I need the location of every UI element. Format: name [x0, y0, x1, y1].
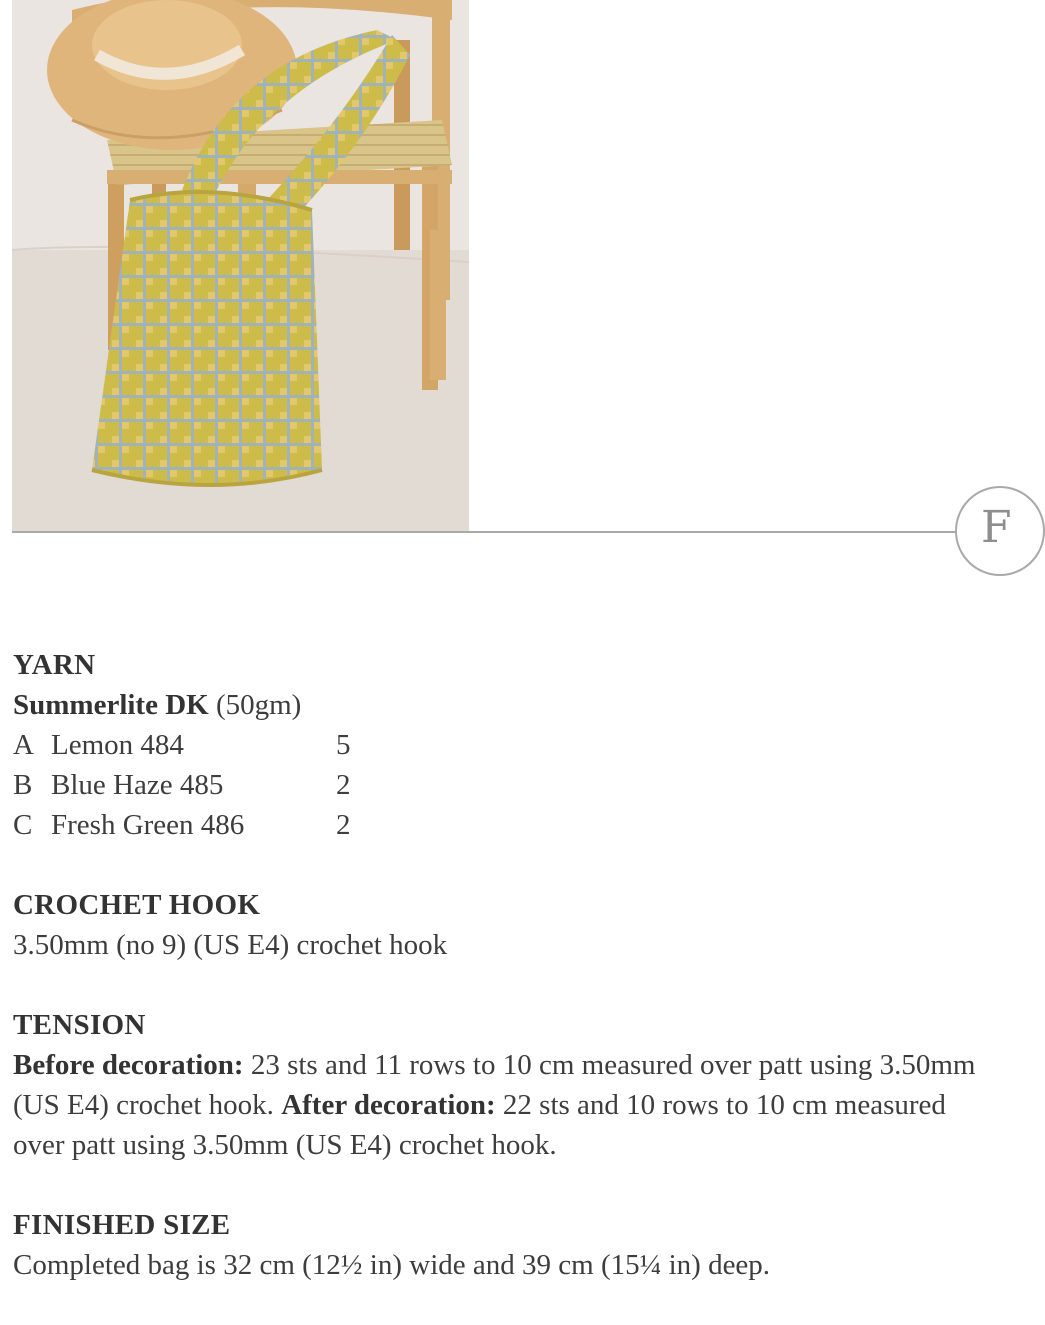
finished-size-text: Completed bag is 32 cm (12½ in) wide and 39 cm (15¼ in) deep.	[13, 1249, 771, 1281]
shade-name: Lemon 484	[51, 729, 184, 761]
yarn-product-name: Summerlite DK	[13, 689, 209, 721]
yarn-shade-row	[13, 725, 988, 765]
tension-before-text: 23 sts and 11 rows to 10 cm measured over patt using 3.50mm (US E4) crochet hook.	[13, 1049, 976, 1121]
yarn-product	[13, 685, 988, 725]
tension-after-label: After decoration:	[281, 1089, 496, 1121]
shade-key: C	[13, 809, 33, 841]
yarn-shade-row	[13, 765, 988, 805]
tension-section	[13, 1005, 988, 1165]
hook-title: CROCHET HOOK	[13, 889, 261, 921]
finished-size-section	[13, 1205, 988, 1285]
photo-illustration	[12, 0, 469, 531]
section-divider	[12, 531, 956, 533]
shade-name: Blue Haze 485	[51, 769, 224, 801]
shade-key: B	[13, 769, 33, 801]
finished-size-title: FINISHED SIZE	[13, 1209, 231, 1241]
shade-qty: 5	[336, 729, 351, 761]
shade-name: Fresh Green 486	[51, 809, 245, 841]
tension-text	[13, 1045, 988, 1165]
yarn-section	[13, 645, 988, 845]
page-tab[interactable]	[955, 486, 1045, 576]
yarn-title: YARN	[13, 649, 96, 681]
shade-key: A	[13, 729, 34, 761]
tension-after-text: 22 sts and 10 rows to 10 cm measured over patt using 3.50mm (US E4) crochet hook.	[13, 1089, 946, 1161]
shade-qty: 2	[336, 769, 351, 801]
shade-qty: 2	[336, 809, 351, 841]
product-photo	[12, 0, 469, 531]
yarn-product-weight: (50gm)	[215, 689, 302, 721]
hook-section	[13, 885, 988, 965]
hook-text: 3.50mm (no 9) (US E4) crochet hook	[13, 929, 448, 961]
tension-before-label: Before decoration:	[13, 1049, 244, 1081]
yarn-shade-row	[13, 805, 988, 845]
pattern-info	[13, 645, 988, 1325]
tension-title: TENSION	[13, 1009, 146, 1041]
page-tab-letter: F	[981, 502, 1012, 553]
